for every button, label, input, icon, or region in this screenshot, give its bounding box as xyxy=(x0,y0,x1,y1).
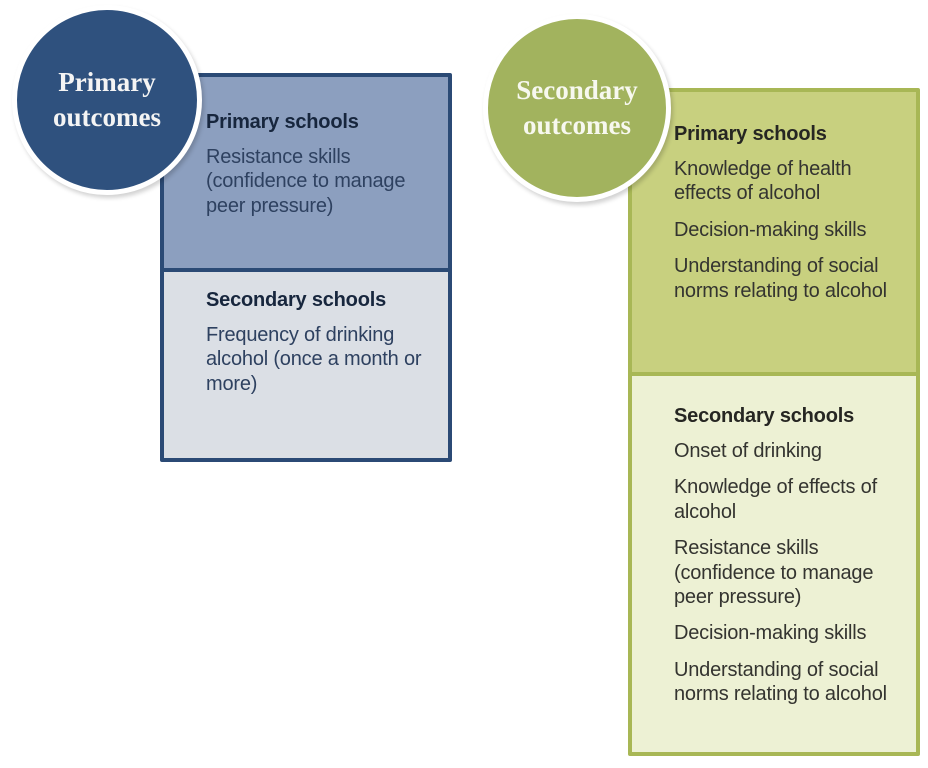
primary-outcomes-primary-schools-section xyxy=(164,77,448,272)
section-title: Primary schools xyxy=(206,111,359,133)
circle-label: Primary outcomes xyxy=(53,66,161,132)
section-title: Secondary schools xyxy=(206,289,386,311)
secondary-outcomes-primary-schools-section xyxy=(632,92,916,376)
outcome-item: Knowledge of health effects of alcohol xyxy=(674,158,852,205)
circle-label: Secondary outcomes xyxy=(516,74,638,140)
outcome-item: Knowledge of effects of alcohol xyxy=(674,476,877,523)
outcome-item: Onset of drinking xyxy=(674,440,822,462)
section-title: Secondary schools xyxy=(674,405,854,427)
outcome-item: Frequency of drinking alcohol (once a month or more) xyxy=(206,324,422,395)
outcome-item: Decision-making skills xyxy=(674,218,867,241)
primary-outcomes-secondary-schools-section xyxy=(164,272,448,458)
primary-outcomes-circle xyxy=(12,5,202,195)
section-title: Primary schools xyxy=(674,123,827,145)
outcome-item: Resistance skills (confidence to manage peer pressure) xyxy=(674,537,874,608)
outcome-item: Understanding of social norms relating to alcohol xyxy=(674,658,887,706)
secondary-outcomes-secondary-schools-section xyxy=(632,376,916,752)
outcome-item: Resistance skills (confidence to manage peer pressure) xyxy=(206,146,406,217)
primary-outcomes-box xyxy=(160,73,452,462)
secondary-outcomes-circle xyxy=(483,14,671,202)
secondary-outcomes-box xyxy=(628,88,920,756)
outcome-item: Decision-making skills xyxy=(674,622,867,645)
outcome-item: Understanding of social norms relating to alcohol xyxy=(674,255,887,302)
